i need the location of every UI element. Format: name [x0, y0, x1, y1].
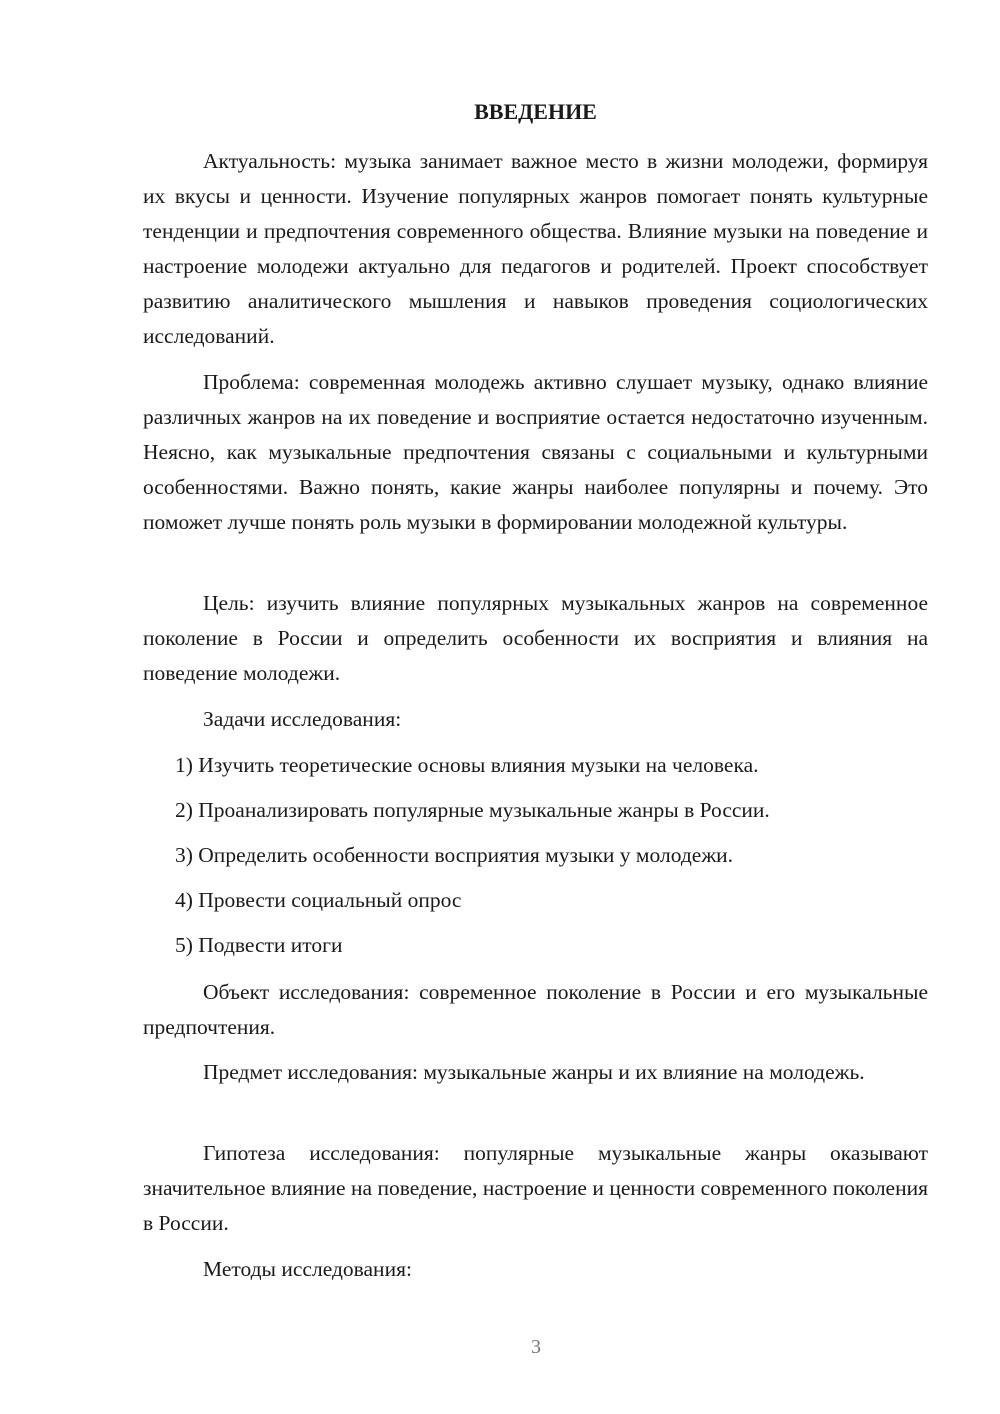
- subject-paragraph: Предмет исследования: музыкальные жанры и их влияние на молодежь.: [203, 1060, 865, 1084]
- section-heading: ВВЕДЕНИЕ: [474, 99, 597, 124]
- problem-paragraph: Проблема: современная молодежь активно слушает музыку, однако влияние различных жанров на их поведение и восприятие остается недостаточно изученным. Неясно, как музыкальные предпочтения связаны с социальными и культурными особенностями. Важно понять, какие жанры наиболее популярны и почему. Это поможет лучше понять роль музыки в формировании молодежной культуры.: [143, 370, 928, 534]
- task-item: 5) Подвести итоги: [175, 933, 343, 957]
- tasks-title: Задачи исследования:: [203, 707, 402, 731]
- methods-title: Методы исследования:: [203, 1257, 412, 1281]
- relevance-paragraph: Актуальность: музыка занимает важное место в жизни молодежи, формируя их вкусы и ценности. Изучение популярных жанров помогает понять культурные тенденции и предпочтения современного общества. Влияние музыки на поведение и настроение молодежи актуально для педагогов и родителей. Проект способствует развитию аналитического мышления и навыков проведения социологических исследований.: [143, 149, 928, 348]
- task-item: 2) Проанализировать популярные музыкальные жанры в России.: [175, 798, 770, 822]
- object-paragraph: Объект исследования: современное поколение в России и его музыкальные предпочтения.: [143, 980, 928, 1039]
- task-item: 3) Определить особенности восприятия музыки у молодежи.: [175, 843, 734, 867]
- task-item: 4) Провести социальный опрос: [175, 888, 462, 912]
- task-item: 1) Изучить теоретические основы влияния музыки на человека.: [175, 753, 759, 777]
- page-number: 3: [531, 1336, 541, 1358]
- hypothesis-paragraph: Гипотеза исследования: популярные музыкальные жанры оказывают значительное влияние на поведение, настроение и ценности современного поколения в России.: [143, 1141, 928, 1235]
- goal-paragraph: Цель: изучить влияние популярных музыкальных жанров на современное поколение в России и определить особенности их восприятия и влияния на поведение молодежи.: [143, 591, 928, 685]
